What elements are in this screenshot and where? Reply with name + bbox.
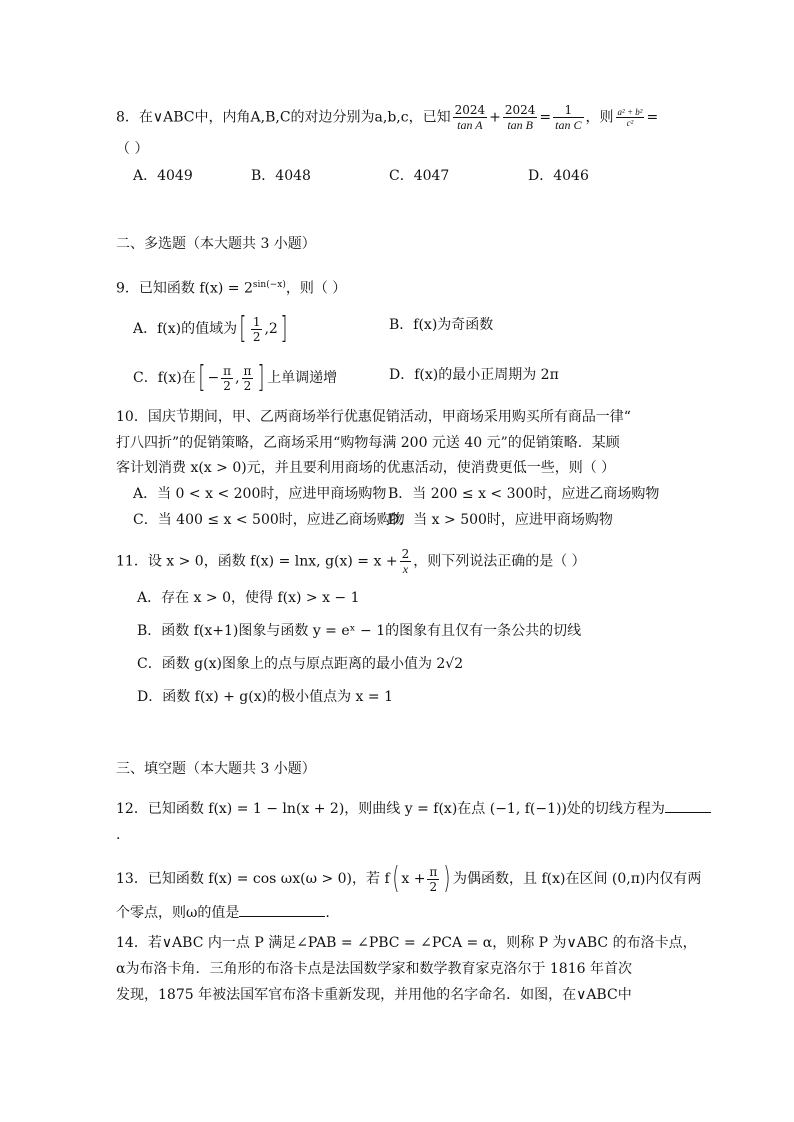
q14-line-2: α为布洛卡角．三角形的布洛卡点是法国数学家和数学教育家克洛尔于 1816 年首次 <box>116 961 632 977</box>
left-paren: ( <box>391 861 399 896</box>
q9-c-fraction-1: $\frac{\pi}{2}$ <box>223 363 232 393</box>
q10-line-3: 客计划消费 x(x > 0)元，并且要利用商场的优惠活动，使消费更低一些，则（ ） <box>116 460 616 476</box>
q13-answer-blank[interactable] <box>239 902 325 917</box>
q9-exponent: sin(−x) <box>252 280 286 290</box>
q12-line-1: 12．已知函数 f(x) = 1 − ln(x + 2)，则曲线 y = f(x)在点 (−1, f(−1))处的切线方程为 <box>116 798 711 820</box>
q8-stem-text: 8．在∨ABC中，内角A,B,C的对边分别为a,b,c，已知 <box>116 109 451 126</box>
q9-c-fraction-2: $\frac{\pi}{2}$ <box>243 363 252 393</box>
q11-option-b: B．函数 f(x+1)图象与函数 y = eˣ − 1的图象有且仅有一条公共的切线 <box>137 623 582 639</box>
q10-option-c: C．当 400 ≤ x < 500时，应进乙商场购物 <box>133 512 405 528</box>
q11-option-a: A．存在 x > 0，使得 f(x) > x − 1 <box>137 590 360 606</box>
q8-option-a: A．4049 <box>133 168 193 184</box>
q8-fraction-2: $\frac{2024}{\text{tan B}}$ <box>504 103 536 132</box>
q10-line-2: 打八四折”的促销策略，乙商场采用“购物每满 200 元送 40 元”的促销策略．某顾 <box>116 435 620 451</box>
q8-equals: = <box>539 109 552 126</box>
q8-then: ，则 <box>585 109 614 126</box>
right-paren: ) <box>443 861 451 896</box>
q10-option-d: D．当 x > 500时，应进甲商场购物 <box>388 512 613 528</box>
q13-line-2: 个零点，则ω的值是 . <box>116 902 330 924</box>
q14-line-3: 发现，1875 年被法国军官布洛卡重新发现，并用他的名字命名．如图，在∨ABC中 <box>116 987 632 1003</box>
q8-fraction-1: $\frac{2024}{\text{tan A}}$ <box>454 103 486 132</box>
q8-plus: + <box>489 109 501 126</box>
q9-option-c: C．f(x)在[ − $\frac{\pi}{2}$ , $\frac{\pi}{2}$ ] 上单调递增 <box>133 360 338 395</box>
q9-stem: 9．已知函数 $f(x) = 2^{sin(-x)}$，则（ ） <box>116 280 347 297</box>
q8-option-c: C．4047 <box>389 168 450 184</box>
left-bracket: [ <box>239 311 247 346</box>
q8-answer-paren: （ ） <box>116 141 149 157</box>
q8-option-d: D．4046 <box>528 168 589 184</box>
q13-line-1: 13．已知函数 f(x) = cos ωx(ω > 0)，若 f( x + $\frac{\pi}{2}$ ) 为偶函数，且 f(x)在区间 (0,π)内仅有两 <box>116 861 702 896</box>
q9-option-b: B．f(x)为奇函数 <box>389 317 494 333</box>
section-3-heading: 三、填空题（本大题共 3 小题） <box>116 761 316 777</box>
q8-fraction-4: $\frac{\text{a² + b²}}{\text{c²}}$ <box>617 107 643 128</box>
q14-line-1: 14．若∨ABC 内一点 P 满足∠PAB = ∠PBC = ∠PCA = α，则称 P 为∨ABC 的布洛卡点， <box>116 935 697 951</box>
right-bracket: ] <box>257 360 265 395</box>
section-2-heading: 二、多选题（本大题共 3 小题） <box>116 236 316 252</box>
q10-option-a: A．当 0 < x < 200时，应进甲商场购物 <box>133 486 387 502</box>
right-bracket: ] <box>280 311 288 346</box>
q11-stem: 11．设 x > 0，函数 f(x) = lnx, g(x) = x + $\frac{2}{x}$ ，则下列说法正确的是（ ） <box>116 547 586 576</box>
q9-option-a: A．f(x)的值域为[ $\frac{1}{2}$ ,2] <box>133 311 288 346</box>
q11-option-c: C．函数 g(x)图象上的点与原点距离的最小值为 2√2 <box>137 656 464 672</box>
q12-answer-blank[interactable] <box>665 798 711 813</box>
q8-tail: = <box>646 109 659 126</box>
q9-a-fraction: $\frac{1}{2}$ <box>252 314 261 344</box>
q11-option-d: D．函数 f(x) + g(x)的极小值点为 x = 1 <box>137 689 393 705</box>
left-bracket: [ <box>198 360 206 395</box>
q9-option-d: D．f(x)的最小正周期为 2π <box>389 367 559 383</box>
q12-line-2: . <box>116 827 121 843</box>
q11-fraction: $\frac{2}{x}$ <box>401 547 410 576</box>
q10-line-1: 10．国庆节期间，甲、乙两商场举行优惠促销活动，甲商场采用购买所有商品一律“ <box>116 409 631 425</box>
q8-option-b: B．4048 <box>251 168 311 184</box>
q8-stem-line <box>116 103 658 132</box>
q13-fraction: $\frac{\pi}{2}$ <box>429 864 438 894</box>
q8-fraction-3: $\frac{1}{\text{tan C}}$ <box>555 103 582 132</box>
q10-option-b: B．当 200 ≤ x < 300时，应进乙商场购物 <box>388 486 660 502</box>
